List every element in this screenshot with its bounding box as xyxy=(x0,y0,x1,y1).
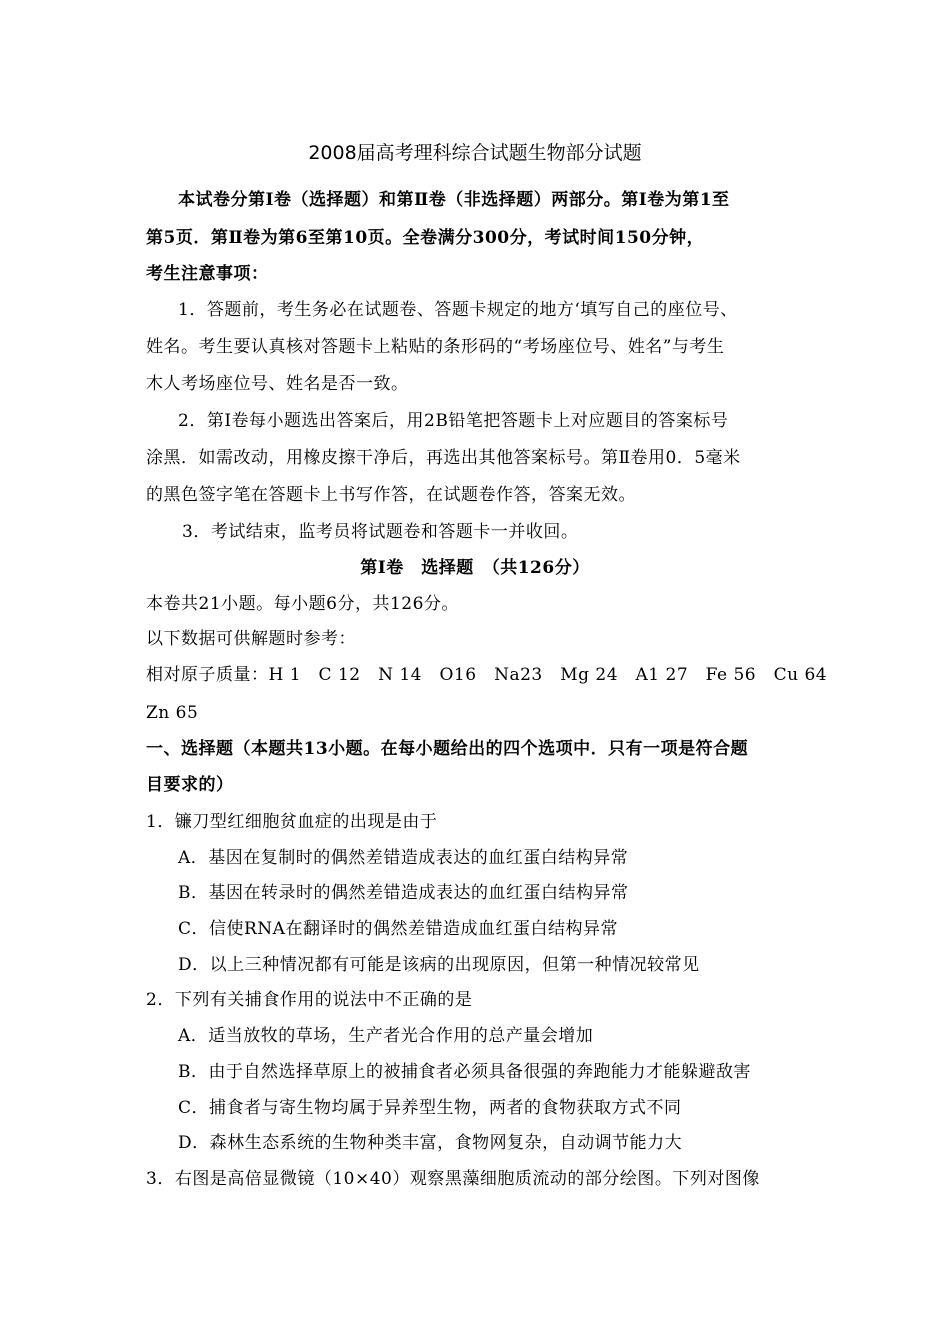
section-info-1: 本卷共21小题。每小题6分，共126分。 xyxy=(146,594,459,614)
question-1-option-c: C．信使RNA在翻译时的偶然差错造成血红蛋白结构异常 xyxy=(178,919,618,939)
note-line-4: 2．第Ⅰ卷每小题选出答案后，用2B铅笔把答题卡上对应题目的答案标号 xyxy=(178,411,729,431)
question-2-option-b: B．由于自然选择草原上的被捕食者必须具备很强的奔跑能力才能躲避敌害 xyxy=(178,1062,751,1082)
question-2-option-c: C．捕食者与寄生物均属于异养型生物，两者的食物获取方式不同 xyxy=(178,1098,682,1118)
part-heading-2: 目要求的） xyxy=(146,775,234,795)
section-title: 第Ⅰ卷 选择题 （共126分） xyxy=(360,558,590,578)
intro-line-1: 本试卷分第Ⅰ卷（选择题）和第Ⅱ卷（非选择题）两部分。第Ⅰ卷为第1至 xyxy=(178,190,730,210)
intro-line-3: 考生注意事项： xyxy=(146,264,269,284)
note-line-6: 的黑色签字笔在答题卡上书写作答，在试题卷作答，答案无效。 xyxy=(146,485,636,505)
section-info-2: 以下数据可供解题时参考： xyxy=(146,629,356,649)
question-1-option-b: B．基因在转录时的偶然差错造成表达的血红蛋白结构异常 xyxy=(178,883,629,903)
question-2-option-a: A．适当放牧的草场，生产者光合作用的总产量会增加 xyxy=(178,1026,594,1046)
part-heading-1: 一、选择题（本题共13小题。在每小题给出的四个选项中．只有一项是符合题 xyxy=(146,739,749,759)
question-1-option-d: D．以上三种情况都有可能是该病的出现原因，但第一种情况较常见 xyxy=(178,955,700,975)
question-1-option-a: A．基因在复制时的偶然差错造成表达的血红蛋白结构异常 xyxy=(178,848,629,868)
question-2-option-d: D．森林生态系统的生物种类丰富，食物网复杂，自动调节能力大 xyxy=(178,1133,683,1153)
question-3-stem: 3．右图是高倍显微镜（10×40）观察黑藻细胞质流动的部分绘图。下列对图像 xyxy=(146,1169,760,1189)
intro-line-2: 第5页．第Ⅱ卷为第6至第10页。全卷满分300分，考试时间150分钟， xyxy=(146,228,705,248)
note-line-7: 3．考试结束，监考员将试题卷和答题卡一并收回。 xyxy=(182,522,579,542)
atomic-mass-line: 相对原子质量：H 1 C 12 N 14 O16 Na23 Mg 24 A1 27 Fe 56 Cu 64 xyxy=(146,665,828,685)
note-line-3: 木人考场座位号、姓名是否一致。 xyxy=(146,374,409,394)
document-title: 2008届高考理科综合试题生物部分试题 xyxy=(308,142,642,164)
question-2-stem: 2．下列有关捕食作用的说法中不正确的是 xyxy=(146,990,473,1010)
question-1-stem: 1．镰刀型红细胞贫血症的出现是由于 xyxy=(146,812,438,832)
note-line-5: 涂黑．如需改动，用橡皮擦干净后，再选出其他答案标号。第Ⅱ卷用0．5毫米 xyxy=(146,448,741,468)
atomic-mass-line-2: Zn 65 xyxy=(146,703,199,723)
note-line-1: 1．答题前，考生务必在试题卷、答题卡规定的地方‘填写自己的座位号、 xyxy=(178,300,738,320)
note-line-2: 姓名。考生要认真核对答题卡上粘贴的条形码的“考场座位号、姓名”与考生 xyxy=(146,337,725,357)
